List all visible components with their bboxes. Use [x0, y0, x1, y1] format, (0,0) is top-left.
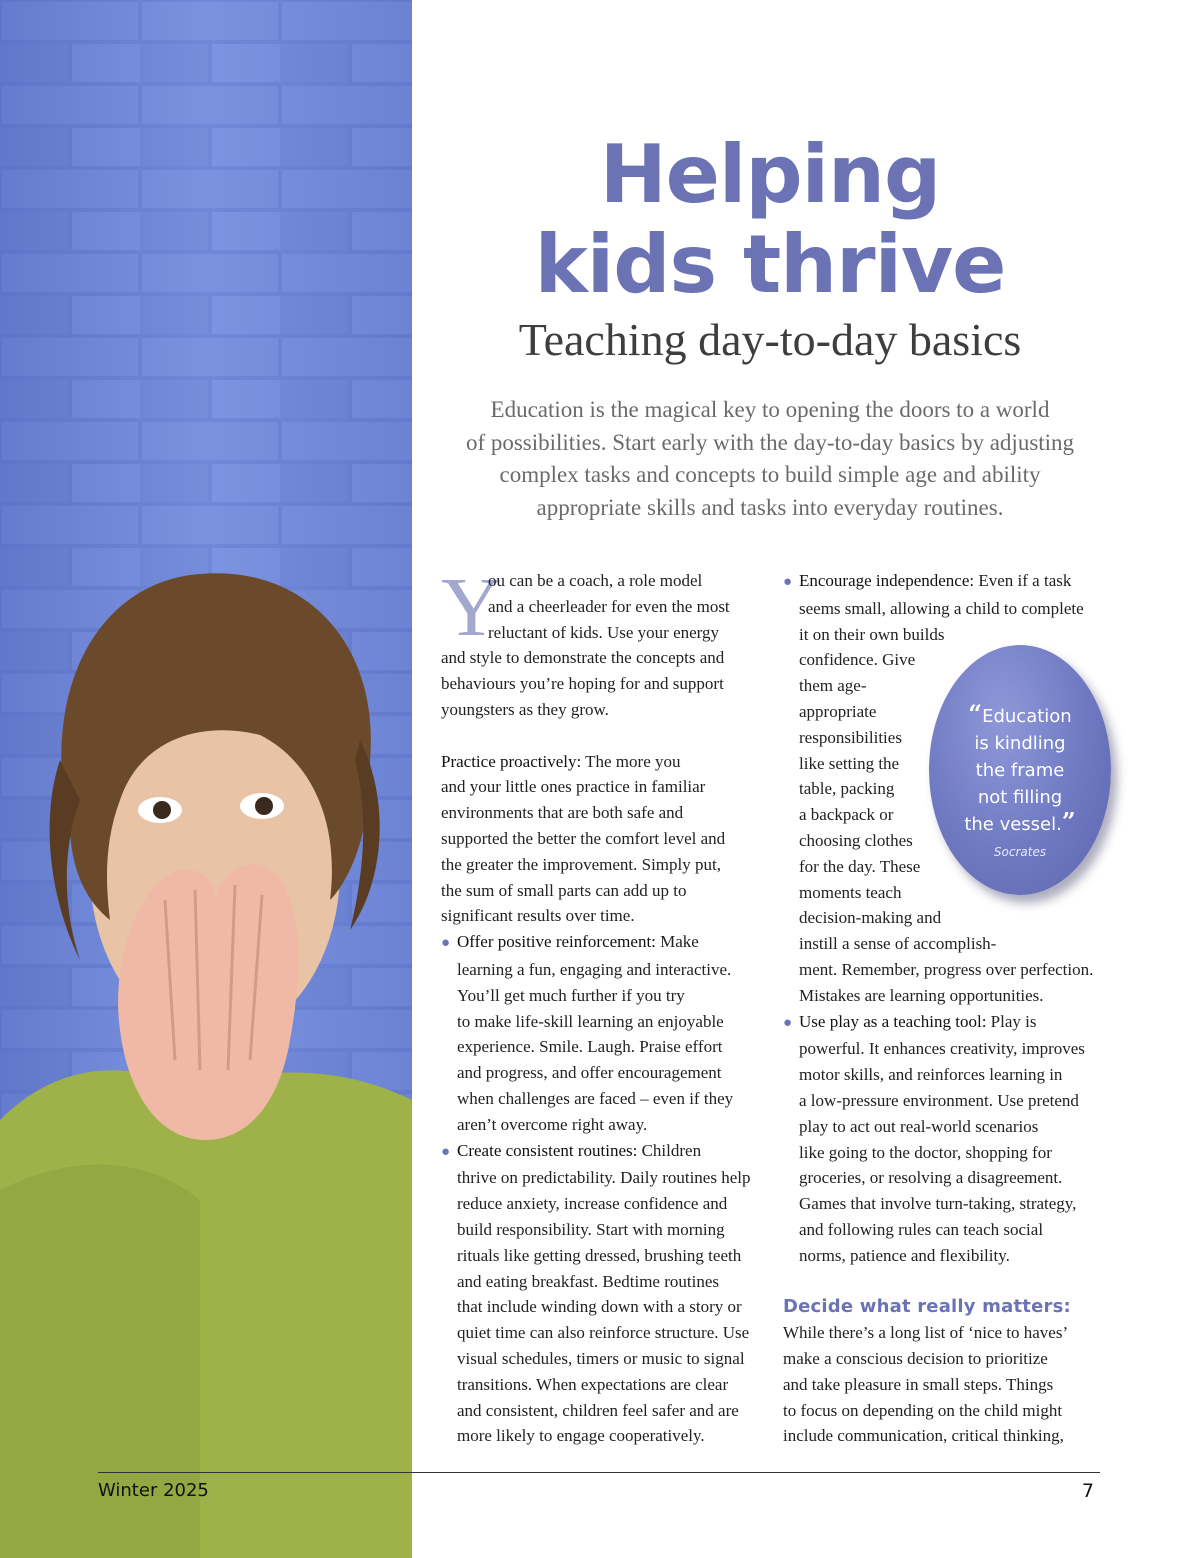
- close-quote-icon: ”: [1061, 807, 1076, 836]
- text-line: more likely to engage cooperatively.: [457, 1426, 705, 1446]
- quote-line: “Education: [968, 699, 1072, 728]
- page-number: 7: [1081, 1480, 1094, 1502]
- text-line: ou can be a coach, a role model: [488, 571, 703, 590]
- column-left: [441, 561, 771, 1449]
- bullet-item: ● Create consistent routines: Children: [441, 1138, 771, 1166]
- photo-illustration: [0, 0, 412, 1558]
- text-line: confidence. Give: [799, 650, 916, 670]
- text-line: powerful. It enhances creativity, improves: [799, 1039, 1085, 1059]
- text-line: that include winding down with a story or: [457, 1297, 742, 1317]
- text-line: include communication, critical thinking,: [783, 1426, 1064, 1446]
- article-subtitle: Teaching day-to-day basics: [518, 314, 1022, 365]
- text-line: and take pleasure in small steps. Things: [783, 1374, 1054, 1394]
- text-line: instill a sense of accomplish-: [799, 934, 997, 954]
- text-line: You’ll get much further if you try: [457, 985, 685, 1005]
- text-line: choosing clothes: [799, 830, 913, 850]
- text-line: build responsibility. Start with morning: [457, 1219, 725, 1239]
- text-line: and a cheerleader for even the most: [488, 596, 730, 616]
- bullet-lead: Encourage independence:: [799, 571, 975, 590]
- text-line: aren’t overcome right away.: [457, 1114, 648, 1134]
- text-line: youngsters as they grow.: [441, 699, 609, 719]
- text-line: visual schedules, timers or music to signal: [457, 1348, 745, 1368]
- quote-line: the frame: [975, 760, 1065, 781]
- drop-cap: Y: [441, 561, 502, 654]
- issue-season: Winter 2025: [98, 1480, 209, 1501]
- text-line: quiet time can also reinforce structure. Use: [457, 1323, 750, 1343]
- article-intro: [448, 394, 1092, 524]
- text-line: environments that are both safe and: [441, 803, 684, 823]
- text-line: Mistakes are learning opportunities.: [799, 985, 1044, 1005]
- text-line: While there’s a long list of ‘nice to haves’: [783, 1323, 1069, 1343]
- text-line: them age-: [799, 676, 867, 696]
- text-line: Practice proactively: The more you: [441, 751, 681, 771]
- quote-author: Socrates: [993, 845, 1047, 859]
- article-title: [470, 130, 1070, 310]
- text-line: and your little ones practice in familiar: [441, 777, 706, 797]
- text-line: to focus on depending on the child might: [783, 1400, 1063, 1420]
- text-line: a low-pressure environment. Use pretend: [799, 1090, 1079, 1110]
- text-line: thrive on predictability. Daily routines help: [457, 1168, 751, 1188]
- text-line: motor skills, and reinforces learning in: [799, 1065, 1063, 1085]
- text-line: appropriate: [799, 701, 877, 721]
- text-line: and following rules can teach social: [799, 1219, 1044, 1239]
- intro-line: complex tasks and concepts to build simple age and ability: [499, 462, 1041, 487]
- text-line: when challenges are faced – even if they: [457, 1088, 734, 1108]
- bullet-icon: ●: [783, 574, 793, 590]
- text-line: behaviours you’re hoping for and support: [441, 674, 724, 694]
- bullet-icon: ●: [441, 1143, 451, 1160]
- text-line: learning a fun, engaging and interactive.: [457, 959, 732, 979]
- text-line: for the day. These: [799, 856, 921, 876]
- text-line: supported the better the comfort level and: [441, 828, 726, 848]
- text-line: groceries, or resolving a disagreement.: [799, 1168, 1063, 1188]
- text-line: the sum of small parts can add up to: [441, 880, 687, 900]
- text-line: responsibilities: [799, 727, 902, 747]
- bullet-item: ● Encourage independence: Even if a task: [783, 568, 1113, 596]
- text-line: reduce anxiety, increase confidence and: [457, 1194, 728, 1214]
- open-quote-icon: “: [968, 699, 983, 728]
- text-line: and progress, and offer encouragement: [457, 1063, 722, 1083]
- text-line: like going to the doctor, shopping for: [799, 1142, 1052, 1162]
- quote-bubble: [929, 645, 1111, 895]
- text-line: to make life-skill learning an enjoyable: [457, 1011, 724, 1031]
- text-line: experience. Smile. Laugh. Praise effort: [457, 1037, 723, 1057]
- bullet-lead: Offer positive reinforcement:: [457, 932, 656, 952]
- text-line: and consistent, children feel safer and are: [457, 1400, 739, 1420]
- text-line: play to act out real-world scenarios: [799, 1116, 1039, 1136]
- quote-line: not filling: [977, 787, 1063, 808]
- text-line: like setting the: [799, 753, 900, 773]
- text-line: Games that involve turn-taking, strategy,: [799, 1194, 1077, 1214]
- quote-line: is kindling: [974, 733, 1066, 754]
- intro-line: of possibilities. Start early with the day-to-day basics by adjusting: [465, 429, 1075, 455]
- text-line: reluctant of kids. Use your energy: [488, 622, 720, 642]
- text-line: norms, patience and flexibility.: [799, 1245, 1010, 1265]
- text-line: decision-making and: [799, 908, 942, 928]
- text-line: and style to demonstrate the concepts and: [441, 648, 725, 668]
- text-line: a backpack or: [799, 805, 894, 825]
- intro-line: appropriate skills and tasks into everyday routines.: [536, 494, 1004, 520]
- quote-line: the vessel.”: [964, 807, 1076, 836]
- text-line: the greater the improvement. Simply put,: [441, 854, 721, 874]
- bullet-lead: Use play as a teaching tool:: [799, 1011, 987, 1031]
- bullet-lead: Create consistent routines:: [457, 1140, 638, 1160]
- text-line: table, packing: [799, 779, 895, 799]
- text-line: rituals like getting dressed, brushing teeth: [457, 1245, 742, 1265]
- title-line-2: kids thrive: [534, 218, 1006, 311]
- cover-photo: [0, 0, 412, 1558]
- bullet-icon: ●: [783, 1014, 793, 1031]
- bullet-item: ● Use play as a teaching tool: Play is: [783, 1009, 1113, 1037]
- title-line-1: Helping: [599, 128, 941, 221]
- bullet-item: ● Offer positive reinforcement: Make: [441, 929, 771, 957]
- quote-text: [929, 699, 1111, 838]
- text-line: and eating breakfast. Bedtime routines: [457, 1271, 719, 1291]
- text-line: make a conscious decision to prioritize: [783, 1348, 1048, 1368]
- section-heading: Decide what really matters:: [783, 1296, 1071, 1318]
- text-line: moments teach: [799, 882, 902, 902]
- text-line: ment. Remember, progress over perfection.: [799, 959, 1094, 979]
- footer-rule: [98, 1472, 1100, 1473]
- text-line: seems small, allowing a child to complete: [799, 598, 1084, 618]
- paragraph-lead: Practice proactively:: [441, 751, 582, 771]
- text-line: significant results over time.: [441, 906, 635, 926]
- bullet-icon: ●: [441, 935, 451, 952]
- text-line: transitions. When expectations are clear: [457, 1374, 729, 1394]
- intro-line: Education is the magical key to opening the doors to a world: [490, 397, 1050, 422]
- text-line: it on their own builds: [799, 624, 945, 644]
